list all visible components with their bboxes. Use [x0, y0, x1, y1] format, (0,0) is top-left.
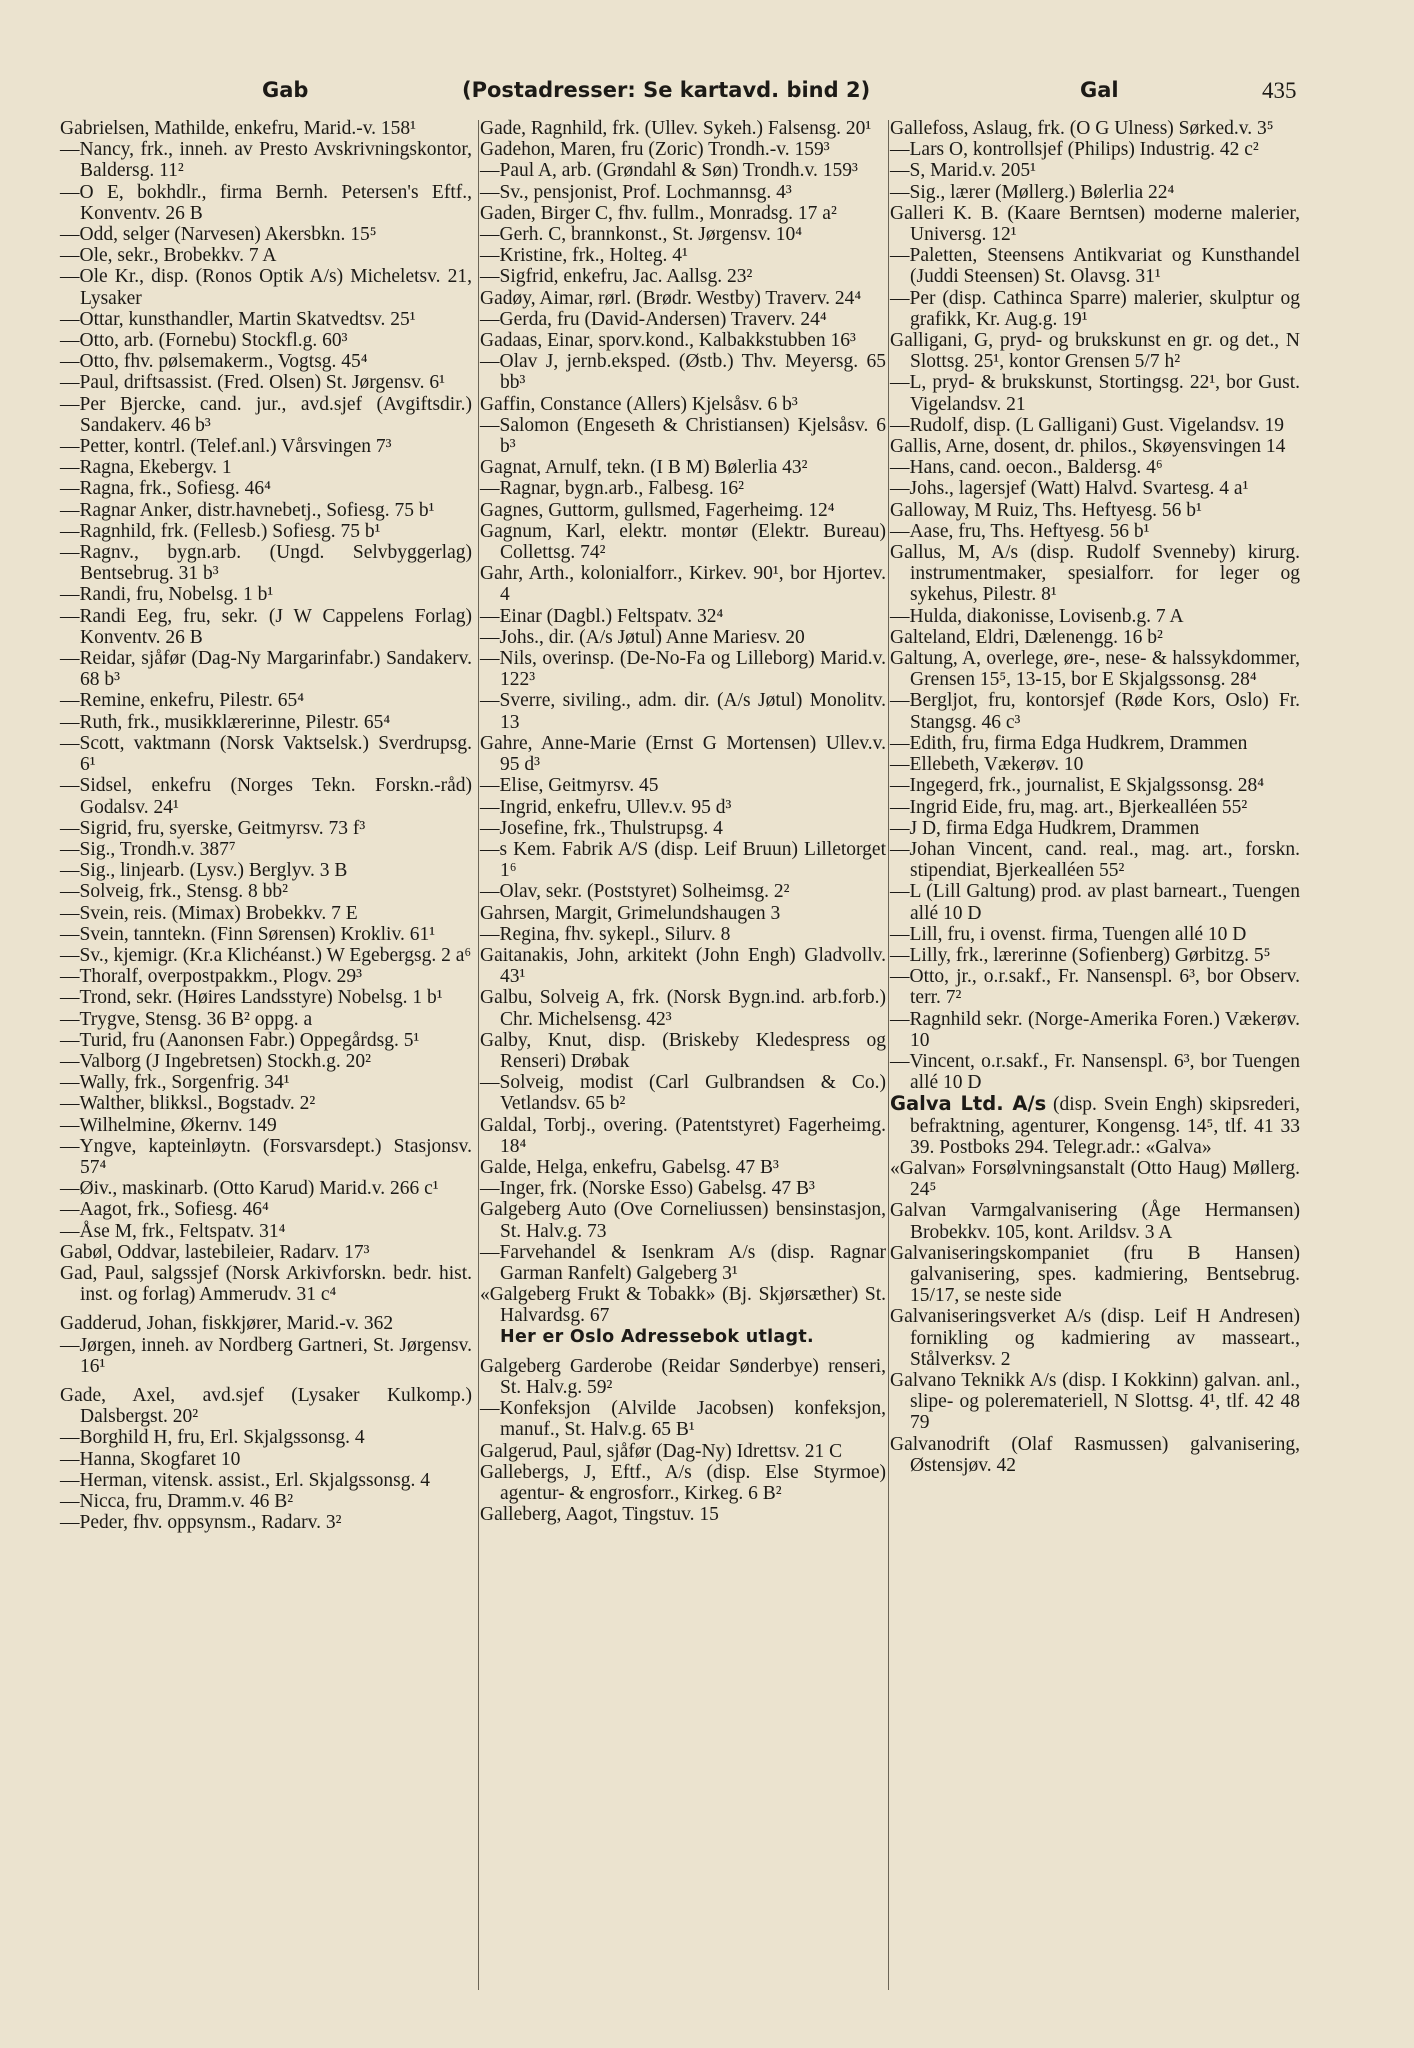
directory-entry: —S, Marid.v. 205¹	[890, 160, 1036, 182]
directory-entry: —Randi, fru, Nobelsg. 1 b¹	[60, 584, 274, 606]
directory-entry: —Otto, fhv. pølsemakerm., Vogtsg. 45⁴	[60, 351, 368, 373]
directory-entry: —Ingrid Eide, fru, mag. art., Bjerkealléen 55²	[890, 796, 1248, 818]
directory-entry: —Hans, cand. oecon., Baldersg. 4⁶	[890, 457, 1163, 479]
directory-entry: —Remine, enkefru, Pilestr. 65⁴	[60, 690, 305, 712]
column-2	[480, 118, 886, 1525]
directory-entry: Galtung, A, overlege, øre-, nese- & halssykdommer, Grensen 15⁵, 13-15, bor E Skjalgssonsg. 28⁴	[890, 648, 1300, 691]
directory-entry: —Edith, fru, firma Edga Hudkrem, Drammen	[890, 732, 1248, 754]
directory-entry: —Sverre, siviling., adm. dir. (A/s Jøtul) Monolitv. 13	[480, 690, 886, 733]
directory-entry: «Galvan» Forsølvningsanstalt (Otto Haug) Møllerg. 24⁵	[890, 1157, 1300, 1201]
directory-entry: —Johs., lagersjef (Watt) Halvd. Svartesg. 4 a¹	[890, 478, 1249, 500]
directory-entry: Galgeberg Garderobe (Reidar Sønderbye) renseri, St. Halv.g. 59²	[480, 1355, 886, 1398]
directory-entry: Galbu, Solveig A, frk. (Norsk Bygn.ind. arb.forb.) Chr. Michelsensg. 42³	[480, 987, 886, 1030]
directory-entry: —Sig., Trondh.v. 387⁷	[60, 838, 236, 860]
directory-entry: —Aagot, frk., Sofiesg. 46⁴	[60, 1199, 269, 1221]
directory-entry: —Ottar, kunsthandler, Martin Skatvedtsv. 25¹	[60, 308, 416, 330]
directory-entry: —Ragnhild sekr. (Norge-Amerika Foren.) Vækerøv. 10	[890, 1008, 1300, 1051]
directory-entry: —Paletten, Steensens Antikvariat og Kunsthandel (Juddi Steensen) St. Olavsg. 31¹	[890, 245, 1300, 288]
directory-entry: —Lars O, kontrollsjef (Philips) Industrig. 42 c²	[890, 139, 1259, 161]
directory-entry: —L (Lill Galtung) prod. av plast barneart., Tuengen allé 10 D	[890, 881, 1300, 924]
directory-entry: Gagnes, Guttorm, gullsmed, Fagerheimg. 12⁴	[480, 499, 835, 521]
directory-entry: —Johan Vincent, cand. real., mag. art., forskn. stipendiat, Bjerkealléen 55²	[890, 838, 1300, 882]
directory-entry: Gad, Paul, salgssjef (Norsk Arkivforskn. bedr. hist. inst. og forlag) Ammerudv. 31 c⁴	[60, 1262, 472, 1306]
directory-entry: —Ragna, Ekebergv. 1	[60, 457, 232, 479]
directory-entry: —Scott, vaktmann (Norsk Vaktselsk.) Sverdrupsg. 6¹	[60, 732, 472, 776]
directory-entry: —Elise, Geitmyrsv. 45	[480, 775, 659, 797]
directory-entry: —Solveig, frk., Stensg. 8 bb²	[60, 881, 288, 903]
column-divider	[478, 120, 479, 1990]
directory-entry: —Ragnhild, frk. (Fellesb.) Sofiesg. 75 b¹	[60, 520, 381, 542]
directory-entry: Gaden, Birger C, fhv. fullm., Monradsg. 17 a²	[480, 202, 837, 224]
directory-entry: —Walther, blikksl., Bogstadv. 2²	[60, 1093, 316, 1115]
directory-entry: —Hulda, diakonisse, Lovisenb.g. 7 A	[890, 605, 1184, 627]
page-number: 435	[1262, 78, 1297, 103]
directory-entry: Gahrsen, Margit, Grimelundshaugen 3	[480, 902, 781, 924]
directory-entry: Gadehon, Maren, fru (Zoric) Trondh.-v. 159³	[480, 139, 830, 161]
directory-entry: Gaffin, Constance (Allers) Kjelsåsv. 6 b³	[480, 393, 798, 415]
directory-entry: —Odd, selger (Narvesen) Akersbkn. 15⁵	[60, 224, 377, 246]
column-1	[60, 118, 472, 1533]
directory-entry: —Josefine, frk., Thulstrupsg. 4	[480, 817, 723, 839]
advertisement-line: Her er Oslo Adressebok utlagt.	[500, 1326, 814, 1347]
column-3	[890, 118, 1300, 1476]
directory-entry: —Ragnv., bygn.arb. (Ungd. Selvbyggerlag) Bentsebrug. 31 b³	[60, 542, 472, 585]
directory-entry: —Ragna, frk., Sofiesg. 46⁴	[60, 478, 271, 500]
directory-entry: Galligani, G, pryd- og brukskunst en gr. og det., N Slottsg. 25¹, kontor Grensen 5/7 h²	[890, 330, 1300, 373]
directory-entry: —Sv., kjemigr. (Kr.a Klichéanst.) W Egebergsg. 2 a⁶	[60, 944, 472, 966]
directory-entry: —O E, bokhdlr., firma Bernh. Petersen's Eftf., Konventv. 26 B	[60, 181, 472, 224]
directory-entry: —Borghild H, fru, Erl. Skjalgssonsg. 4	[60, 1427, 365, 1449]
directory-entry: —Per (disp. Cathinca Sparre) malerier, skulptur og grafikk, Kr. Aug.g. 19¹	[890, 287, 1300, 330]
directory-entry: Gabrielsen, Mathilde, enkefru, Marid.-v. 158¹	[60, 118, 417, 139]
directory-entry: —Jørgen, inneh. av Nordberg Gartneri, St. Jørgensv. 16¹	[60, 1334, 472, 1377]
directory-entry: —Otto, arb. (Fornebu) Stockfl.g. 60³	[60, 330, 348, 352]
directory-entry: —Peder, fhv. oppsynsm., Radarv. 3²	[60, 1512, 342, 1534]
directory-entry: —Olav, sekr. (Poststyret) Solheimsg. 2²	[480, 881, 790, 903]
directory-entry: —Yngve, kapteinløytn. (Forsvarsdept.) Stasjonsv. 57⁴	[60, 1135, 472, 1178]
directory-entry: —Lilly, frk., lærerinne (Sofienberg) Gørbitzg. 5⁵	[890, 944, 1271, 966]
directory-entry: —Ole, sekr., Brobekkv. 7 A	[60, 245, 277, 267]
directory-entry: Galteland, Eldri, Dælenengg. 16 b²	[890, 626, 1163, 648]
directory-entry: Gagnum, Karl, elektr. montør (Elektr. Bureau) Collettsg. 74²	[480, 520, 886, 564]
directory-entry: —Petter, kontrl. (Telef.anl.) Vårsvingen 7³	[60, 436, 392, 458]
directory-entry: —Paul A, arb. (Grøndahl & Søn) Trondh.v. 159³	[480, 160, 858, 182]
directory-entry: Gadøy, Aimar, rørl. (Brødr. Westby) Traverv. 24⁴	[480, 287, 862, 309]
directory-entry: —Bergljot, fru, kontorsjef (Røde Kors, Oslo) Fr. Stangsg. 46 c³	[890, 690, 1300, 733]
directory-entry: Gallis, Arne, dosent, dr. philos., Skøyensvingen 14	[890, 436, 1286, 458]
directory-entry: —Reidar, sjåfør (Dag-Ny Margarinfabr.) Sandakerv. 68 b³	[60, 648, 472, 691]
directory-entry: —Salomon (Engeseth & Christiansen) Kjelsåsv. 6 b³	[480, 414, 886, 458]
directory-entry: Gade, Axel, avd.sjef (Lysaker Kulkomp.) Dalsbergst. 20²	[60, 1384, 472, 1428]
directory-entry: —Randi Eeg, fru, sekr. (J W Cappelens Forlag) Konventv. 26 B	[60, 605, 472, 648]
directory-entry: —Lill, fru, i ovenst. firma, Tuengen allé 10 D	[890, 923, 1247, 945]
header-right-keyword: Gal	[1080, 78, 1119, 102]
directory-entry: —Rudolf, disp. (L Galligani) Gust. Vigelandsv. 19	[890, 414, 1285, 436]
directory-entry: —Sidsel, enkefru (Norges Tekn. Forskn.-råd) Godalsv. 24¹	[60, 775, 472, 818]
directory-entry: —Einar (Dagbl.) Feltspatv. 32⁴	[480, 605, 724, 627]
directory-entry: —Inger, frk. (Norske Esso) Gabelsg. 47 B³	[480, 1178, 815, 1200]
directory-entry: Galleri K. B. (Kaare Berntsen) moderne malerier, Universg. 12¹	[890, 202, 1300, 246]
directory-entry: —Ragnar, bygn.arb., Falbesg. 16²	[480, 478, 744, 500]
directory-entry: Gaitanakis, John, arkitekt (John Engh) Gladvollv. 43¹	[480, 944, 886, 988]
directory-entry: —Ole Kr., disp. (Ronos Optik A/s) Micheletsv. 21, Lysaker	[60, 266, 472, 309]
directory-entry: —Turid, fru (Aanonsen Fabr.) Oppegårdsg. 5¹	[60, 1029, 420, 1051]
directory-entry: —Olav J, jernb.eksped. (Østb.) Thv. Meyersg. 65 bb³	[480, 351, 886, 394]
header-left-keyword: Gab	[262, 78, 309, 102]
directory-entry: —J D, firma Edga Hudkrem, Drammen	[890, 817, 1200, 839]
directory-entry: —Øiv., maskinarb. (Otto Karud) Marid.v. 266 c¹	[60, 1178, 439, 1200]
directory-entry: —Gerh. C, brannkonst., St. Jørgensv. 10⁴	[480, 224, 803, 246]
directory-entry: —Sigrid, fru, syerske, Geitmyrsv. 73 f³	[60, 817, 366, 839]
directory-entry: Gahre, Anne-Marie (Ernst G Mortensen) Ullev.v. 95 d³	[480, 732, 886, 776]
directory-entry: —Vincent, o.r.sakf., Fr. Nansenspl. 6³, bor Tuengen allé 10 D	[890, 1050, 1300, 1094]
directory-entry: Galvaniseringskompaniet (fru B Hansen) galvanisering, spes. kadmiering, Bentsebrug. 15/17, se neste side	[890, 1242, 1300, 1307]
directory-entry: —Aase, fru, Ths. Heftyesg. 56 b¹	[890, 520, 1150, 542]
directory-entry: —Svein, reis. (Mimax) Brobekkv. 7 E	[60, 902, 358, 924]
directory-entry: —Svein, tanntekn. (Finn Sørensen) Krokliv. 61¹	[60, 923, 436, 945]
directory-entry: —Ragnar Anker, distr.havnebetj., Sofiesg. 75 b¹	[60, 499, 435, 521]
directory-entry: —Trond, sekr. (Høires Landsstyre) Nobelsg. 1 b¹	[60, 987, 443, 1009]
directory-entry: Galby, Knut, disp. (Briskeby Kledespress og Renseri) Drøbak	[480, 1029, 886, 1072]
directory-entry: —Nancy, frk., inneh. av Presto Avskrivningskontor, Baldersg. 11²	[60, 139, 472, 182]
directory-entry: —Ellebeth, Vækerøv. 10	[890, 754, 1084, 776]
directory-entry: —Konfeksjon (Alvilde Jacobsen) konfeksjon, manuf., St. Halv.g. 65 B¹	[480, 1398, 886, 1441]
directory-entry: —Sv., pensjonist, Prof. Lochmannsg. 4³	[480, 181, 792, 203]
directory-entry: —Paul, driftsassist. (Fred. Olsen) St. Jørgensv. 6¹	[60, 372, 446, 394]
directory-entry: Gahr, Arth., kolonialforr., Kirkev. 90¹, bor Hjortev. 4	[480, 563, 886, 606]
directory-entry: Galdal, Torbj., overing. (Patentstyret) Fagerheimg. 18⁴	[480, 1114, 886, 1157]
directory-entry: —Trygve, Stensg. 36 B² oppg. a	[60, 1008, 313, 1030]
directory-entry: Galgerud, Paul, sjåfør (Dag-Ny) Idrettsv. 21 C	[480, 1440, 843, 1462]
directory-entry: —Valborg (J Ingebretsen) Stockh.g. 20²	[60, 1050, 371, 1072]
directory-entry: Galloway, M Ruiz, Ths. Heftyesg. 56 b¹	[890, 499, 1202, 521]
directory-entry: —Farvehandel & Isenkram A/s (disp. Ragnar Garman Ranfelt) Galgeberg 3¹	[480, 1241, 886, 1284]
directory-entry: —Sig., linjearb. (Lysv.) Berglyv. 3 B	[60, 860, 348, 882]
directory-entry: —L, pryd- & brukskunst, Stortingsg. 22¹, bor Gust. Vigelandsv. 21	[890, 372, 1300, 415]
directory-entry: —Thoralf, overpostpakkm., Plogv. 29³	[60, 966, 362, 988]
directory-entry: —Regina, fhv. sykepl., Silurv. 8	[480, 923, 731, 945]
directory-entry: Gabøl, Oddvar, lastebileier, Radarv. 17³	[60, 1241, 370, 1263]
directory-entry: —Kristine, frk., Holteg. 4¹	[480, 245, 688, 267]
directory-entry: —Solveig, modist (Carl Gulbrandsen & Co.) Vetlandsv. 65 b²	[480, 1072, 886, 1115]
directory-entry: Galgeberg Auto (Ove Corneliussen) bensinstasjon, St. Halv.g. 73	[480, 1199, 886, 1242]
directory-entry: Galvanodrift (Olaf Rasmussen) galvanisering, Østensjøv. 42	[890, 1433, 1300, 1476]
directory-entry: —Wilhelmine, Økernv. 149	[60, 1114, 277, 1136]
directory-entry: Gagnat, Arnulf, tekn. (I B M) Bølerlia 43²	[480, 457, 808, 479]
directory-entry: —Herman, vitensk. assist., Erl. Skjalgssonsg. 4	[60, 1469, 430, 1491]
directory-entry: Gallebergs, J, Eftf., A/s (disp. Else Styrmoe) agentur- & engrosforr., Kirkeg. 6 B²	[480, 1461, 886, 1504]
directory-entry: Gallefoss, Aslaug, frk. (O G Ulness) Sørked.v. 3⁵	[890, 118, 1274, 139]
directory-entry: Gadderud, Johan, fiskkjører, Marid.-v. 362	[60, 1313, 394, 1335]
directory-entry: Galde, Helga, enkefru, Gabelsg. 47 B³	[480, 1156, 779, 1178]
directory-entry: Galvano Teknikk A/s (disp. I Kokkinn) galvan. anl., slipe- og poleremateriell, N Slottsg. 4¹, tlf. 42 48 79	[890, 1369, 1300, 1434]
page-header	[0, 78, 1414, 108]
directory-entry: —Ingegerd, frk., journalist, E Skjalgssonsg. 28⁴	[890, 775, 1265, 797]
directory-entry: Galleberg, Aagot, Tingstuv. 15	[480, 1504, 719, 1526]
directory-entry: —Wally, frk., Sorgenfrig. 34¹	[60, 1072, 290, 1094]
directory-entry: Gadaas, Einar, sporv.kond., Kalbakkstubben 16³	[480, 330, 856, 352]
directory-entry: —Nils, overinsp. (De-No-Fa og Lilleborg) Marid.v. 122³	[480, 648, 886, 691]
directory-entry: —Nicca, fru, Dramm.v. 46 B²	[60, 1491, 294, 1512]
directory-entry: —Gerda, fru (David-Andersen) Traverv. 24⁴	[480, 308, 827, 330]
directory-entry: Galva Ltd. A/s (disp. Svein Engh) skipsrederi, befraktning, agenturer, Kongensg. 14⁵, tlf. 41 33 39. Postboks 294. Telegr.adr.: «Galva»	[890, 1092, 1301, 1158]
directory-entry: —Otto, jr., o.r.sakf., Fr. Nansenspl. 6³, bor Observ. terr. 7²	[890, 966, 1300, 1009]
column-divider	[888, 120, 889, 1990]
directory-entry: —Sig., lærer (Møllerg.) Bølerlia 22⁴	[890, 181, 1175, 203]
directory-entry: «Galgeberg Frukt & Tobakk» (Bj. Skjørsæther) St. Halvardsg. 67	[480, 1284, 886, 1327]
directory-entry: —Åse M, frk., Feltspatv. 31⁴	[60, 1220, 286, 1242]
directory-entry: Gallus, M, A/s (disp. Rudolf Svenneby) kirurg. instrumentmaker, spesialforr. for leger og sykehus, Pilestr. 8¹	[890, 542, 1300, 606]
directory-entry: —Sigfrid, enkefru, Jac. Aallsg. 23²	[480, 266, 753, 288]
directory-entry: Galvan Varmgalvanisering (Åge Hermansen) Brobekkv. 105, kont. Arildsv. 3 A	[890, 1200, 1300, 1243]
directory-entry: —s Kem. Fabrik A/S (disp. Leif Bruun) Lilletorget 1⁶	[480, 838, 886, 882]
directory-entry: —Ingrid, enkefru, Ullev.v. 95 d³	[480, 796, 732, 818]
directory-entry: —Hanna, Skogfaret 10	[60, 1448, 241, 1470]
directory-entry: —Ruth, frk., musikklærerinne, Pilestr. 65⁴	[60, 711, 391, 733]
directory-entry: —Per Bjercke, cand. jur., avd.sjef (Avgiftsdir.) Sandakerv. 46 b³	[60, 393, 472, 436]
directory-entry: Gade, Ragnhild, frk. (Ullev. Sykeh.) Falsensg. 20¹	[480, 118, 872, 139]
directory-entry: Galvaniseringsverket A/s (disp. Leif H Andresen) fornikling og kadmiering av masseart., Stålverksv. 2	[890, 1306, 1300, 1370]
header-postal-note: (Postadresser: Se kartavd. bind 2)	[462, 78, 871, 102]
directory-entry: —Johs., dir. (A/s Jøtul) Anne Mariesv. 20	[480, 626, 805, 648]
